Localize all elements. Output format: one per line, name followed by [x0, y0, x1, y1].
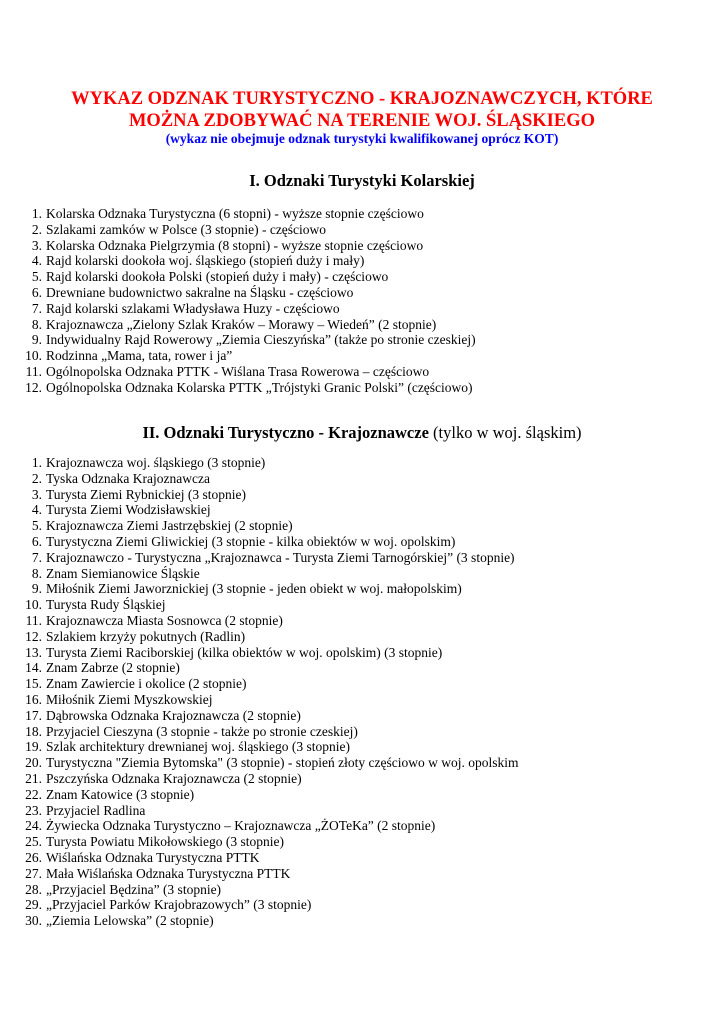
list-item-text: Ogólnopolska Odznaka Kolarska PTTK „Trójstyki Granic Polski” (częściowo) [46, 379, 473, 395]
list-item-text: Miłośnik Ziemi Jaworznickiej (3 stopnie - jeden obiekt w woj. małopolskim) [46, 581, 462, 597]
list-item-text: Mała Wiślańska Odznaka Turystyczna PTTK [46, 865, 291, 881]
list-item-number: 30. [25, 913, 42, 929]
list-item [0, 269, 700, 285]
list-item-number: 9. [31, 332, 42, 348]
list-item-number: 5. [31, 269, 42, 285]
list-item [0, 834, 700, 850]
list-item [0, 629, 700, 645]
list-item-text: Szlak architektury drewnianej woj. śląskiego (3 stopnie) [46, 739, 351, 755]
list-item-text: „Przyjaciel Będzina” (3 stopnie) [46, 881, 222, 897]
list-item-text: Ogólnopolska Odznaka PTTK - Wiślana Trasa Rowerowa – częściowo [46, 363, 430, 379]
list-item-text: Rajd kolarski dookoła woj. śląskiego (stopień duży i mały) [46, 253, 365, 269]
list-item-text: Krajoznawczo - Turystyczna „Krajoznawca - Turysta Ziemi Tarnogórskiej” (3 stopnie) [46, 549, 515, 565]
list-item-text: „Przyjaciel Parków Krajobrazowych” (3 stopnie) [46, 897, 312, 913]
list-item-text: Pszczyńska Odznaka Krajoznawcza (2 stopnie) [46, 770, 302, 786]
list-item-text: Wiślańska Odznaka Turystyczna PTTK [46, 849, 260, 865]
section-heading-note: (tylko w woj. śląskim) [428, 423, 582, 442]
list-item-text: Krajoznawcza Ziemi Jastrzębskiej (2 stopnie) [46, 518, 293, 534]
list-item-number: 2. [31, 470, 42, 486]
section-heading-tourism [0, 423, 724, 443]
list-item-number: 2. [31, 221, 42, 237]
list-item-number: 18. [25, 723, 42, 739]
list-item-number: 6. [31, 284, 42, 300]
list-item-text: Tyska Odznaka Krajoznawcza [46, 470, 210, 486]
list-item [0, 803, 700, 819]
list-item-text: Znam Zabrze (2 stopnie) [46, 660, 180, 676]
list-item-number: 10. [25, 597, 42, 613]
list-item-text: Krajoznawcza Miasta Sosnowca (2 stopnie) [46, 612, 283, 628]
list-item-text: Kolarska Odznaka Turystyczna (6 stopni) - wyższe stopnie częściowo [46, 206, 424, 221]
list-item [0, 487, 700, 503]
list-item [0, 818, 700, 834]
list-item [0, 471, 700, 487]
list-item-text: Miłośnik Ziemi Myszkowskiej [46, 691, 213, 707]
title-line-2: MOŻNA ZDOBYWAĆ NA TERENIE WOJ. ŚLĄSKIEGO [128, 111, 596, 131]
list-item-text: Przyjaciel Cieszyna (3 stopnie - także po stronie czeskiej) [46, 723, 358, 739]
list-item [0, 455, 700, 471]
list-item-number: 11. [25, 363, 42, 379]
list-item [0, 518, 700, 534]
list-item-number: 6. [31, 533, 42, 549]
list-item-number: 12. [25, 628, 42, 644]
list-item-number: 7. [31, 300, 42, 316]
list-item-number: 5. [31, 518, 42, 534]
list-item-text: Przyjaciel Radlina [46, 802, 146, 818]
list-item-text: Krajoznawcza woj. śląskiego (3 stopnie) [46, 455, 266, 470]
list-item-number: 15. [25, 676, 42, 692]
list-item [0, 253, 700, 269]
list-item [0, 534, 700, 550]
list-item [0, 613, 700, 629]
list-item [0, 380, 700, 396]
list-item-number: 27. [25, 865, 42, 881]
list-item-number: 8. [31, 316, 42, 332]
list-item [0, 660, 700, 676]
list-item-text: Turysta Ziemi Raciborskiej (kilka obiektów w woj. opolskim) (3 stopnie) [46, 644, 443, 660]
list-item-number: 19. [25, 739, 42, 755]
list-item [0, 897, 700, 913]
list-item [0, 787, 700, 803]
list-item-number: 3. [31, 237, 42, 253]
list-item-text: Rajd kolarski szlakami Władysława Huzy - częściowo [46, 300, 340, 316]
list-item-text: Dąbrowska Odznaka Krajoznawcza (2 stopnie) [46, 707, 301, 723]
section-heading-cycling [0, 171, 724, 191]
list-item-number: 17. [25, 707, 42, 723]
list-item [0, 285, 700, 301]
list-item-text: Turysta Ziemi Wodzisławskiej [46, 502, 211, 518]
list-item-number: 13. [25, 644, 42, 660]
list-item-number: 4. [31, 253, 42, 269]
title-line-1: WYKAZ ODZNAK TURYSTYCZNO - KRAJOZNAWCZYCH, KTÓRE [71, 89, 653, 109]
list-item-number: 4. [31, 502, 42, 518]
list-item-number: 1. [31, 206, 42, 221]
list-item-text: Turysta Powiatu Mikołowskiego (3 stopnie) [46, 834, 285, 850]
list-item-number: 29. [25, 897, 42, 913]
list-item [0, 597, 700, 613]
section-heading-text: I. Odznaki Turystyki Kolarskiej [249, 171, 475, 190]
list-item [0, 866, 700, 882]
list-item-number: 24. [25, 818, 42, 834]
list-item [0, 708, 700, 724]
list-item [0, 317, 700, 333]
list-item-text: Rajd kolarski dookoła Polski (stopień duży i mały) - częściowo [46, 269, 389, 285]
list-item [0, 739, 700, 755]
list-item [0, 882, 700, 898]
list-item [0, 566, 700, 582]
list-item-number: 25. [25, 834, 42, 850]
list-item-number: 9. [31, 581, 42, 597]
list-item-text: Turysta Rudy Śląskiej [46, 597, 166, 613]
list-item-number: 1. [31, 455, 42, 470]
list-item [0, 645, 700, 661]
list-item [0, 332, 700, 348]
list-item-text: Turystyczna "Ziemia Bytomska" (3 stopnie) - stopień złoty częściowo w woj. opolskim [46, 755, 519, 771]
list-item [0, 222, 700, 238]
list-item [0, 771, 700, 787]
list-item-number: 20. [25, 755, 42, 771]
list-item-text: Kolarska Odznaka Pielgrzymia (8 stopni) - wyższe stopnie częściowo [46, 237, 424, 253]
list-item-number: 12. [25, 379, 42, 395]
list-item-number: 3. [31, 486, 42, 502]
list-item-text: Krajoznawcza „Zielony Szlak Kraków – Morawy – Wiedeń” (2 stopnie) [46, 316, 437, 332]
list-item [0, 850, 700, 866]
list-item-text: Rodzinna „Mama, tata, rower i ja” [46, 348, 233, 364]
list-item [0, 581, 700, 597]
section-heading-text: II. Odznaki Turystyczno - Krajoznawcze [142, 423, 429, 442]
list-item [0, 348, 700, 364]
list-item [0, 755, 700, 771]
list-item-text: Turystyczna Ziemi Gliwickiej (3 stopnie - kilka obiektów w woj. opolskim) [46, 533, 456, 549]
list-item-number: 16. [25, 691, 42, 707]
list-item-text: Znam Zawiercie i okolice (2 stopnie) [46, 676, 247, 692]
list-item-number: 10. [25, 348, 42, 364]
list-item-text: Żywiecka Odznaka Turystyczno – Krajoznawcza „ŻOTeKa” (2 stopnie) [46, 818, 436, 834]
list-item-text: Turysta Ziemi Rybnickiej (3 stopnie) [46, 486, 246, 502]
list-item-text: Znam Katowice (3 stopnie) [46, 786, 195, 802]
list-item-text: „Ziemia Lelowska” (2 stopnie) [46, 913, 214, 929]
list-item [0, 550, 700, 566]
list-item [0, 913, 700, 929]
list-item-number: 23. [25, 802, 42, 818]
list-item-number: 11. [25, 612, 42, 628]
list-item-number: 28. [25, 881, 42, 897]
list-item [0, 676, 700, 692]
list-item [0, 724, 700, 740]
list-item [0, 238, 700, 254]
list-item-text: Znam Siemianowice Śląskie [46, 565, 200, 581]
list-item [0, 206, 700, 222]
list-item-number: 8. [31, 565, 42, 581]
cycling-badges-list [0, 206, 700, 396]
list-item-text: Indywidualny Rajd Rowerowy „Ziemia Cieszyńska” (także po stronie czeskiej) [46, 332, 476, 348]
document-title [0, 88, 724, 132]
list-item-text: Drewniane budownictwo sakralne na Śląsku - częściowo [46, 284, 354, 300]
tourism-badges-list [0, 455, 700, 929]
list-item-number: 26. [25, 849, 42, 865]
list-item-number: 14. [25, 660, 42, 676]
list-item-number: 21. [25, 770, 42, 786]
list-item [0, 502, 700, 518]
document-subtitle: (wykaz nie obejmuje odznak turystyki kwalifikowanej oprócz KOT) [165, 131, 559, 146]
list-item-text: Szlakami zamków w Polsce (3 stopnie) - częściowo [46, 221, 327, 237]
list-item-number: 22. [25, 786, 42, 802]
list-item [0, 364, 700, 380]
list-item [0, 301, 700, 317]
list-item [0, 692, 700, 708]
list-item-number: 7. [31, 549, 42, 565]
list-item-text: Szlakiem krzyży pokutnych (Radlin) [46, 628, 246, 644]
